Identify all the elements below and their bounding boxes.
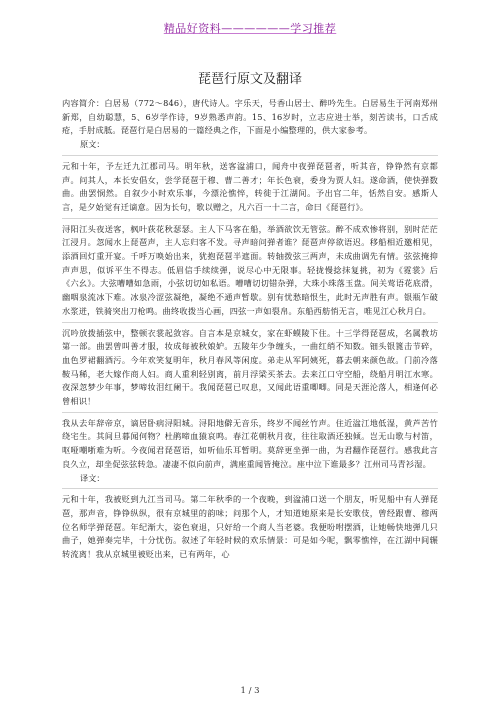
document-body xyxy=(62,97,438,562)
document-title: 琵琶行原文及翻译 xyxy=(197,72,302,87)
preface-paragraph: 元和十年，予左迁九江郡司马。明年秋，送客湓浦口，闻舟中夜弹琵琶者，听其音，铮铮然有京都声。问其人，本长安倡女，尝学琵琶于穆、曹二善才；年长色衰，委身为贾人妇。遂命酒，使快弹数曲。曲罢悯然。自叙少小时欢乐事，今漂沦憔悴，转徙于江湖间。予出官二年，恬然自安。感斯人言，是夕始觉有迁谪意。因为长句，歌以赠之，凡六百一十二言，命曰《琵琶行》。 xyxy=(62,160,438,212)
translation-paragraph: 元和十年，我被贬到九江当司马。第二年秋季的一个夜晚，到湓浦口送一个朋友，听见船中有人弹琵琶，那声音，铮铮纵纵，很有京城里的韵味；问那个人，才知道她原来是长安歌伎，曾经跟曹、穆两位名师学弹琵琶。年纪渐大，姿色衰退，只好给一个商人当老婆。我便吩咐摆酒，让她畅快地弹几只曲子，她弹奏完毕，十分忧伤。叙述了年轻时候的欢乐情景：可是如今呢，飘零憔悴，在江湖中间辗转流离！我从京城里被贬出来，已有两年，心 xyxy=(62,494,438,560)
divider xyxy=(62,155,438,156)
divider xyxy=(62,412,438,413)
original-label: 原文： xyxy=(80,139,105,150)
divider xyxy=(62,322,438,323)
poem-paragraph-1: 浔阳江头夜送客，枫叶荻花秋瑟瑟。主人下马客在船，举酒欲饮无管弦。醉不成欢惨将别，别时茫茫江浸月。忽闻水上琵琶声，主人忘归客不发。寻声暗问弹者谁？琵琶声停欲语迟。移船相近邀相见，添酒回灯重开宴。千呼万唤始出来，犹抱琵琶半遮面。转轴拨弦三两声，未成曲调先有情。弦弦掩抑声声思，似诉平生不得志。低眉信手续续弹，说尽心中无限事。轻拢慢捻抹复挑，初为《霓裳》后《六幺》。大弦嘈嘈如急雨，小弦切切如私语。嘈嘈切切错杂弹，大珠小珠落玉盘。间关莺语花底滑，幽咽泉流冰下难。冰泉冷涩弦凝绝，凝绝不通声暂歇。别有忧愁暗恨生，此时无声胜有声。银瓶乍破水浆迸，铁骑突出刀枪鸣。曲终收拨当心画，四弦一声如裂帛。东船西舫悄无言，唯见江心秋月白。 xyxy=(62,223,438,316)
poem-paragraph-3: 我从去年辞帝京，谪居卧病浔阳城。浔阳地僻无音乐，终岁不闻丝竹声。住近湓江地低湿，黄芦苦竹绕宅生。其间旦暮闻何物？杜鹃啼血猿哀鸣。春江花朝秋月夜，往往取酒还独倾。岂无山歌与村笛，呕哑嘲哳难为听。今夜闻君琵琶语，如听仙乐耳暂明。莫辞更坐弹一曲，为君翻作琵琶行。感我此言良久立，却坐促弦弦转急。凄凄不似向前声，满座重闻皆掩泣。座中泣下谁最多？江州司马青衫湿。 xyxy=(62,417,438,469)
document-banner: 精品好资料——————学习推荐 xyxy=(163,22,337,35)
intro-paragraph: 内容简介：白居易（772～846），唐代诗人。字乐天，号香山居士、醉吟先生。白居易生于河南郑州新郑，自幼聪慧，5、6岁学作诗，9岁熟悉声韵。15、16岁时，立志应进士举，刻苦读书，口舌成疮，手肘成胝。琵琶行是白居易的一篇经典之作，下面是小编整理的，供大家参考。 xyxy=(62,98,438,136)
divider xyxy=(62,488,438,489)
page-number: 1 / 3 xyxy=(240,686,260,696)
divider xyxy=(62,218,438,219)
translation-label: 译文： xyxy=(80,472,105,483)
poem-paragraph-2: 沉吟放拨插弦中，整顿衣裳起敛容。自言本是京城女，家在虾蟆陵下住。十三学得琵琶成，名属教坊第一部。曲罢曾叫善才服，妆成每被秋娘妒。五陵年少争缠头，一曲红绡不知数。钿头银篦击节碎，血色罗裙翻酒污。今年欢笑复明年，秋月春风等闲度。弟走从军阿姨死，暮去朝来颜色故。门前冷落鞍马稀，老大嫁作商人妇。商人重利轻别离，前月浮梁买茶去。去来江口守空船，绕船月明江水寒。夜深忽梦少年事，梦啼妆泪红阑干。我闻琵琶已叹息，又闻此语重唧唧。同是天涯沦落人，相逢何必曾相识！ xyxy=(62,327,438,407)
